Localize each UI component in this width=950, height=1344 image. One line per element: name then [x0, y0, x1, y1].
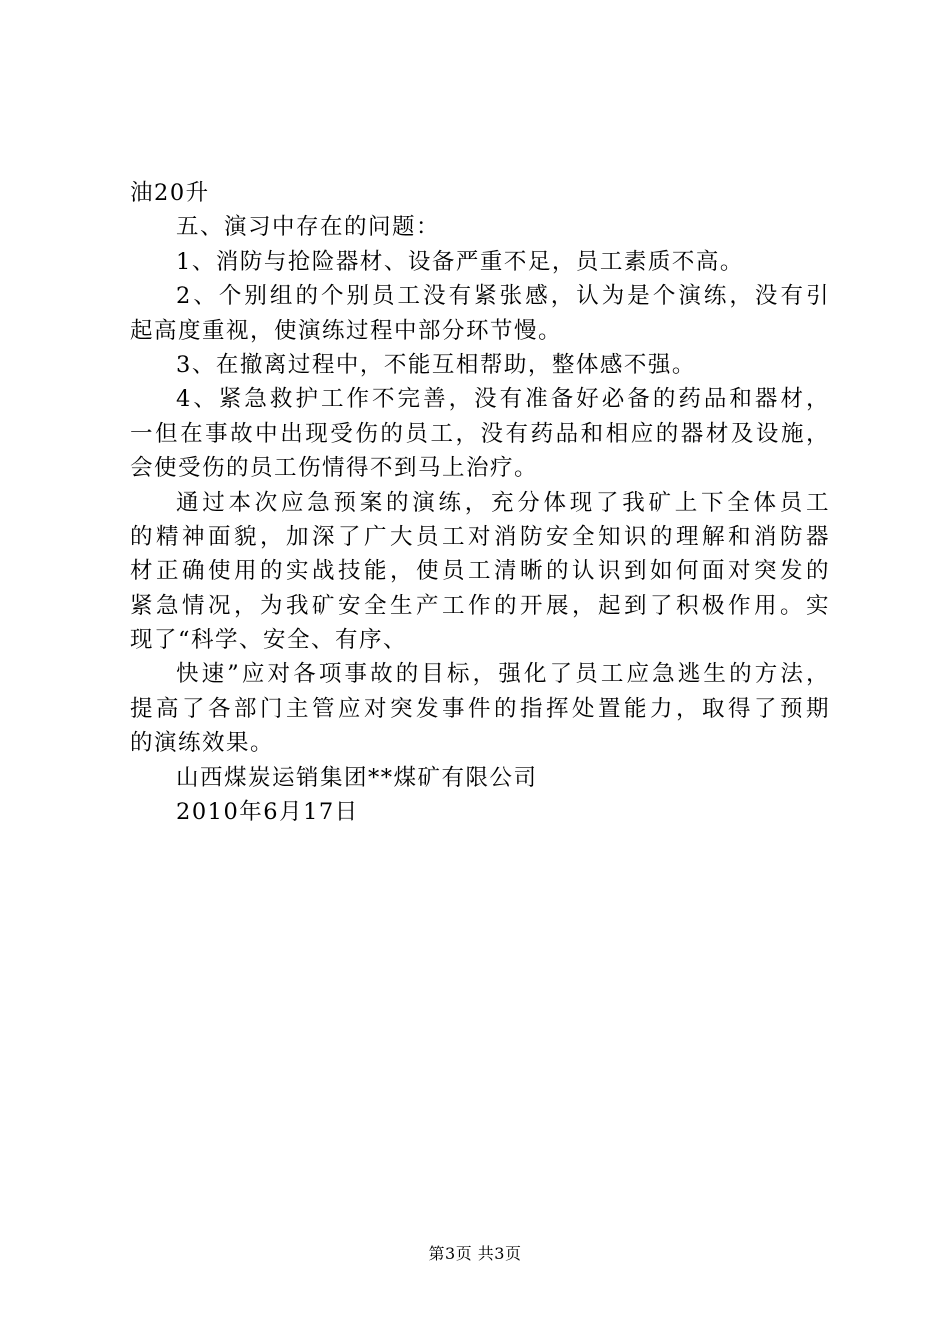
- text-line: 起高度重视，使演练过程中部分环节慢。: [130, 317, 563, 344]
- text-line: 五、演习中存在的问题：: [176, 214, 441, 241]
- text-line: 一但在事故中出现受伤的员工，没有药品和相应的器材及设施，: [130, 420, 830, 447]
- text-line: 2、个别组的个别员工没有紧张感，认为是个演练，没有引: [176, 283, 830, 310]
- text-line: 4、紧急救护工作不完善，没有准备好必备的药品和器材，: [176, 386, 830, 413]
- text-line: 3、在撤离过程中，不能互相帮助，整体感不强。: [176, 351, 696, 378]
- text-line: 快速”应对各项事故的目标，强化了员工应急逃生的方法，: [176, 661, 830, 688]
- text-line: 的演练效果。: [130, 730, 275, 757]
- document-date: 2010年6月17日: [176, 799, 359, 826]
- text-line: 现了“科学、安全、有序、: [130, 627, 408, 654]
- text-line: 紧急情况，为我矿安全生产工作的开展，起到了积极作用。实: [130, 592, 830, 619]
- text-line: 提高了各部门主管应对突发事件的指挥处置能力，取得了预期: [130, 695, 830, 722]
- text-line: 会使受伤的员工伤情得不到马上治疗。: [130, 455, 539, 482]
- text-line: 材正确使用的实战技能，使员工清晰的认识到如何面对突发的: [130, 558, 830, 585]
- text-line: 1、消防与抢险器材、设备严重不足，员工素质不高。: [176, 248, 744, 275]
- text-line: 油20升: [130, 180, 210, 206]
- text-line: 的精神面貌，加深了广大员工对消防安全知识的理解和消防器: [130, 523, 830, 550]
- page-number: 第3页 共3页: [428, 1244, 522, 1263]
- document-body: [130, 176, 830, 829]
- text-line: 通过本次应急预案的演练，充分体现了我矿上下全体员工: [176, 489, 830, 516]
- company-signature: 山西煤炭运销集团**煤矿有限公司: [176, 764, 538, 791]
- page-footer: [0, 1244, 950, 1264]
